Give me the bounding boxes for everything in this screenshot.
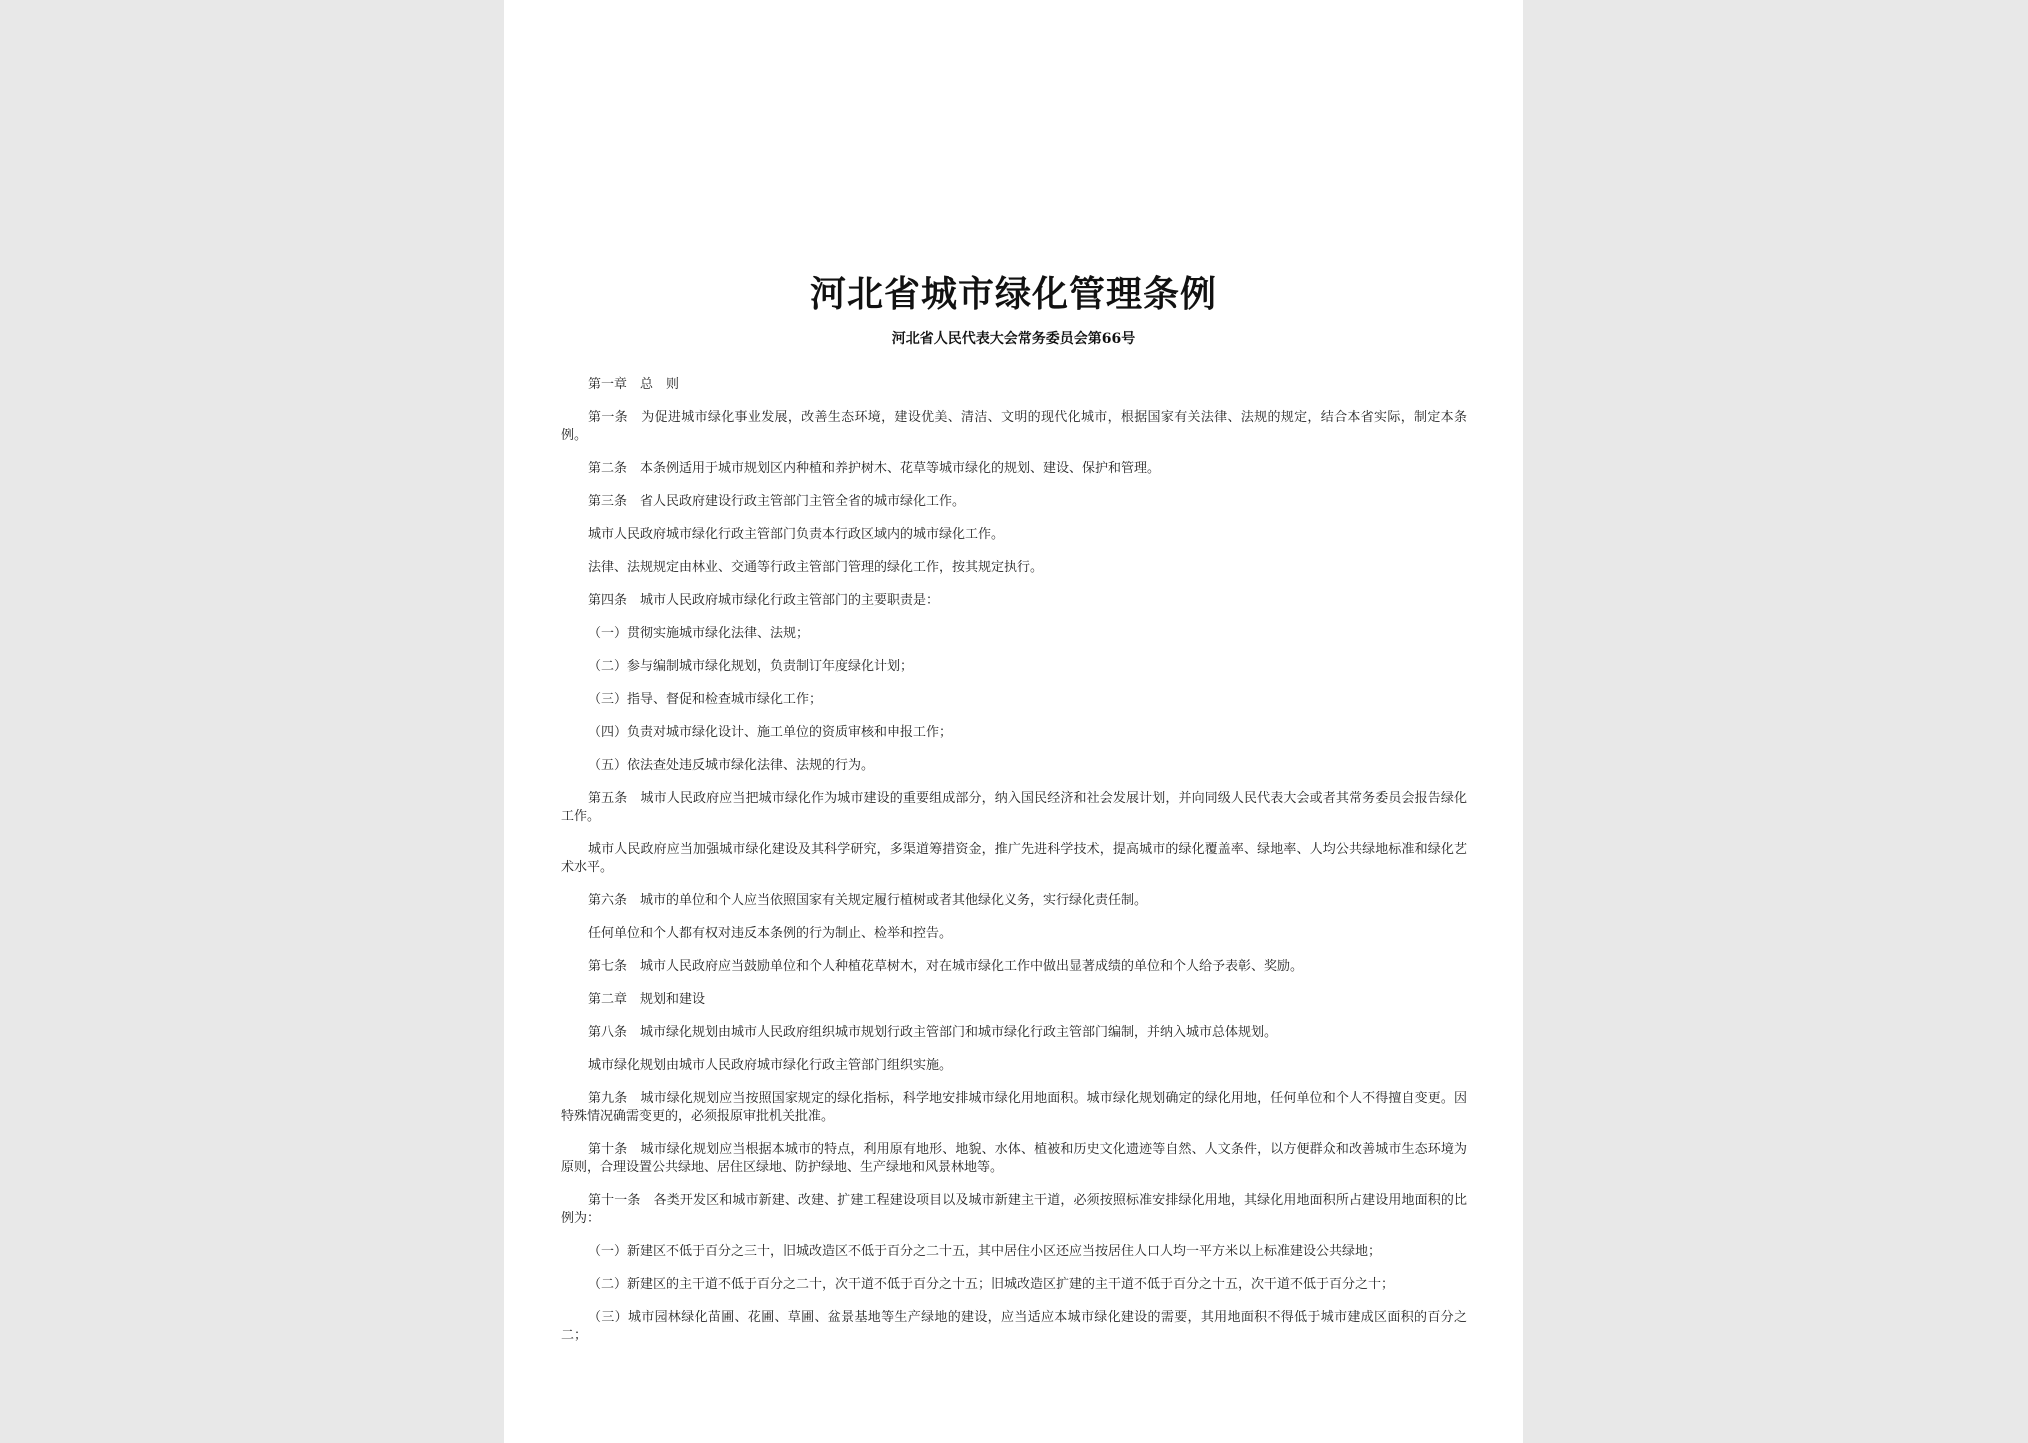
article-paragraph: 第十一条 各类开发区和城市新建、改建、扩建工程建设项目以及城市新建主干道，必须按照标准安排绿化用地，其绿化用地面积所占建设用地面积的比例为： (561, 1193, 1467, 1226)
list-item: （一）贯彻实施城市绿化法律、法规； (588, 626, 810, 641)
list-item: （二）新建区的主干道不低于百分之二十，次干道不低于百分之十五；旧城改造区扩建的主干道不低于百分之十五，次干道不低于百分之十； (588, 1277, 1395, 1292)
chapter-heading: 第二章 规划和建设 (588, 992, 706, 1007)
document-body (561, 376, 1467, 1360)
list-item: （五）依法查处违反城市绿化法律、法规的行为。 (588, 758, 875, 773)
article-paragraph: 城市人民政府城市绿化行政主管部门负责本行政区域内的城市绿化工作。 (588, 527, 1005, 542)
chapter-heading: 第一章 总 则 (588, 377, 680, 392)
article-paragraph: 城市人民政府应当加强城市绿化建设及其科学研究，多渠道筹措资金，推广先进科学技术，提高城市的绿化覆盖率、绿地率、人均公共绿地标准和绿化艺术水平。 (561, 842, 1467, 875)
list-item: （二）参与编制城市绿化规划，负责制订年度绿化计划； (588, 659, 914, 674)
list-item: （一）新建区不低于百分之三十，旧城改造区不低于百分之二十五，其中居住小区还应当按居住人口人均一平方米以上标准建设公共绿地； (588, 1244, 1382, 1259)
article-paragraph: 第二条 本条例适用于城市规划区内种植和养护树木、花草等城市绿化的规划、建设、保护和管理。 (588, 461, 1161, 476)
document-title: 河北省城市绿化管理条例 (809, 273, 1217, 315)
article-paragraph: 第五条 城市人民政府应当把城市绿化作为城市建设的重要组成部分，纳入国民经济和社会发展计划，并向同级人民代表大会或者其常务委员会报告绿化工作。 (561, 791, 1467, 824)
document-number: 河北省人民代表大会常务委员会第66号 (891, 331, 1136, 347)
article-paragraph: 第六条 城市的单位和个人应当依照国家有关规定履行植树或者其他绿化义务，实行绿化责任制。 (588, 893, 1148, 908)
list-item: （四）负责对城市绿化设计、施工单位的资质审核和申报工作； (588, 725, 953, 740)
article-paragraph: 第四条 城市人民政府城市绿化行政主管部门的主要职责是： (588, 593, 940, 608)
list-item: （三）城市园林绿化苗圃、花圃、草圃、盆景基地等生产绿地的建设，应当适应本城市绿化建设的需要，其用地面积不得低于城市建成区面积的百分之二； (561, 1310, 1467, 1343)
article-paragraph: 城市绿化规划由城市人民政府城市绿化行政主管部门组织实施。 (588, 1058, 953, 1073)
article-paragraph: 第八条 城市绿化规划由城市人民政府组织城市规划行政主管部门和城市绿化行政主管部门编制，并纳入城市总体规划。 (588, 1025, 1278, 1040)
article-paragraph: 第七条 城市人民政府应当鼓励单位和个人种植花草树木，对在城市绿化工作中做出显著成绩的单位和个人给予表彰、奖励。 (588, 959, 1304, 974)
article-paragraph: 第十条 城市绿化规划应当根据本城市的特点，利用原有地形、地貌、水体、植被和历史文化遗迹等自然、人文条件，以方便群众和改善城市生态环境为原则，合理设置公共绿地、居住区绿地、防护绿地、生产绿地和风景林地等。 (561, 1142, 1467, 1175)
list-item: （三）指导、督促和检查城市绿化工作； (588, 692, 823, 707)
article-paragraph: 法律、法规规定由林业、交通等行政主管部门管理的绿化工作，按其规定执行。 (588, 560, 1044, 575)
article-paragraph: 第九条 城市绿化规划应当按照国家规定的绿化指标，科学地安排城市绿化用地面积。城市绿化规划确定的绿化用地，任何单位和个人不得擅自变更。因特殊情况确需变更的，必须报原审批机关批准。 (561, 1091, 1467, 1124)
article-paragraph: 任何单位和个人都有权对违反本条例的行为制止、检举和控告。 (588, 926, 953, 941)
document-page (504, 0, 1523, 1443)
article-paragraph: 第一条 为促进城市绿化事业发展，改善生态环境，建设优美、清洁、文明的现代化城市，根据国家有关法律、法规的规定，结合本省实际，制定本条例。 (561, 410, 1467, 443)
article-paragraph: 第三条 省人民政府建设行政主管部门主管全省的城市绿化工作。 (588, 494, 966, 509)
